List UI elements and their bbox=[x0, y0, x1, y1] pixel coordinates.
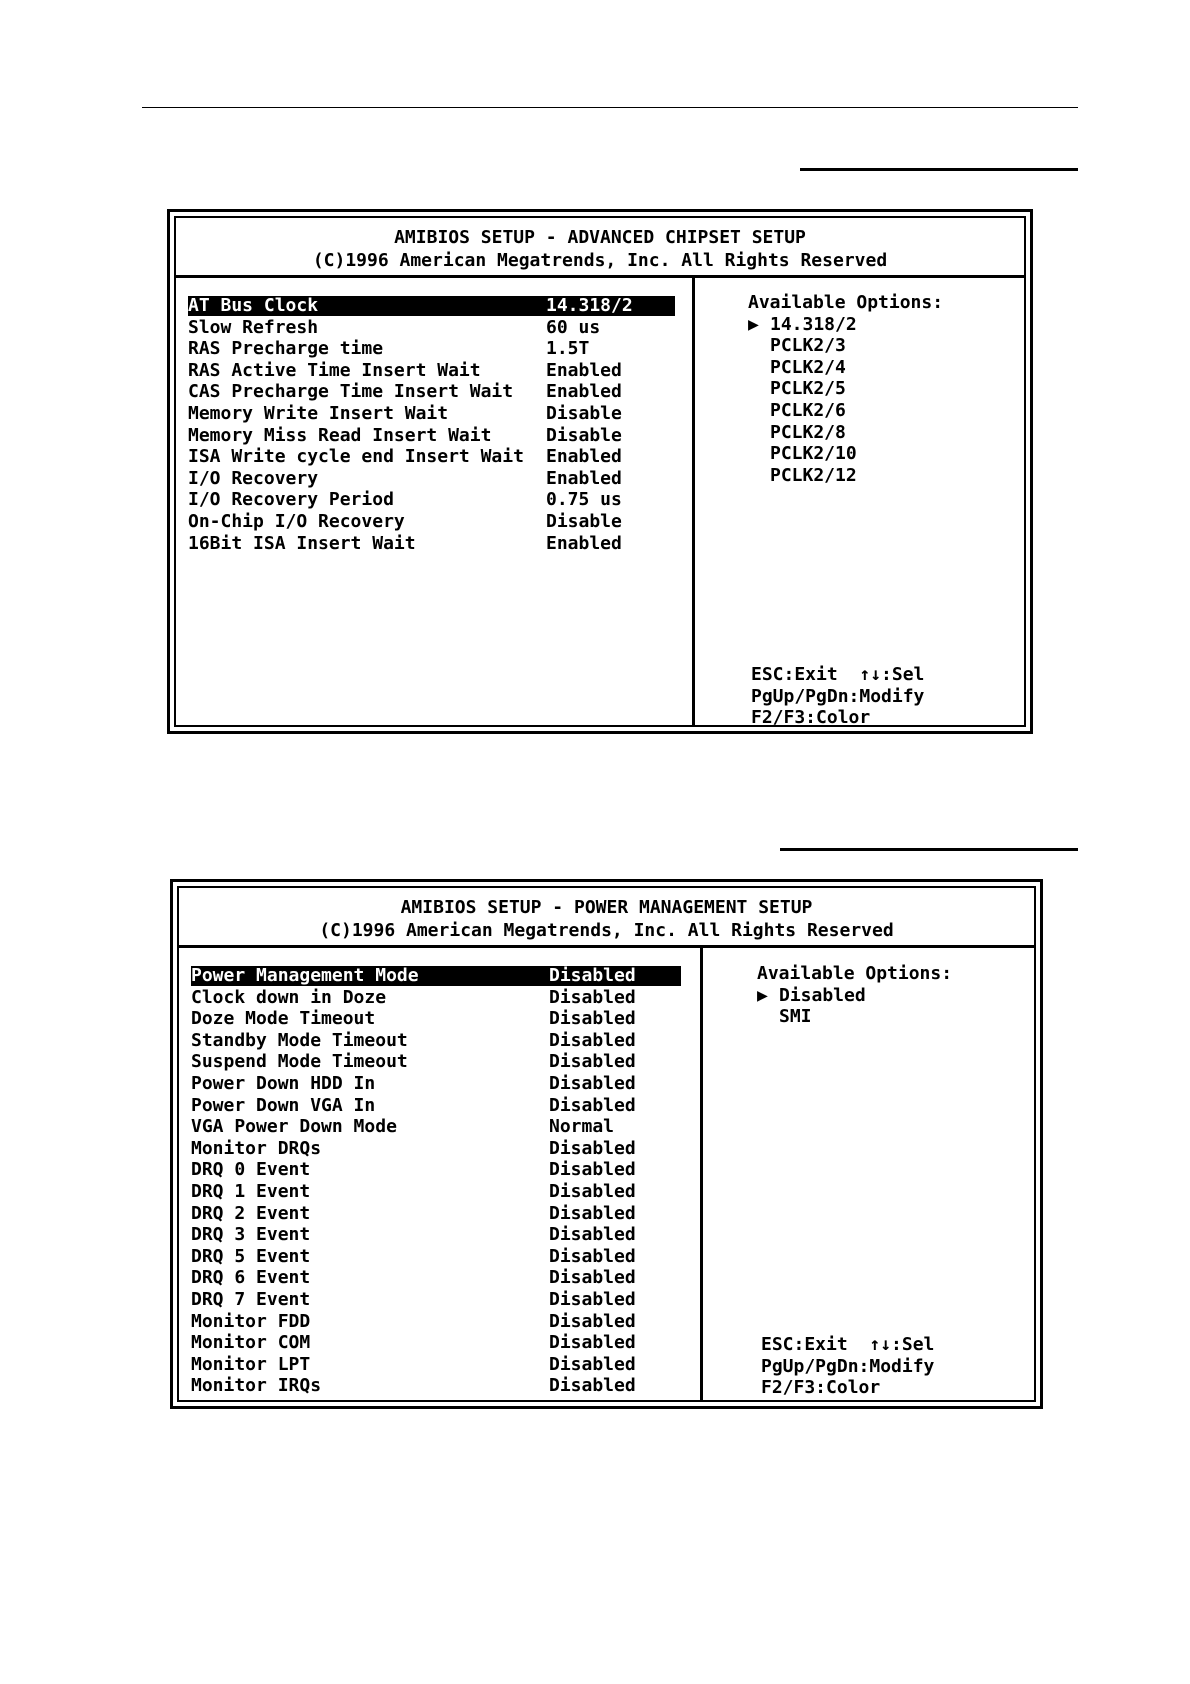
item-label: Monitor FDD bbox=[191, 1310, 311, 1332]
item-label: DRQ 5 Event bbox=[191, 1245, 311, 1267]
chipset-option-pclk2-3[interactable] bbox=[748, 335, 943, 357]
power-items-list bbox=[191, 965, 695, 1397]
item-value[interactable]: Disabled bbox=[549, 1094, 636, 1116]
item-value[interactable]: Enabled bbox=[546, 467, 622, 489]
item-label: RAS Active Time Insert Wait bbox=[188, 359, 481, 381]
chipset-item-ras-active-time-insert-wait[interactable] bbox=[188, 360, 688, 382]
help-line: F2/F3:Color bbox=[751, 707, 871, 729]
item-label: DRQ 0 Event bbox=[191, 1159, 311, 1181]
chipset-item-cas-precharge-time-insert-wait[interactable] bbox=[188, 381, 688, 403]
item-label: Standby Mode Timeout bbox=[191, 1029, 408, 1051]
item-label: I/O Recovery bbox=[188, 467, 319, 489]
chipset-options-panel bbox=[748, 292, 943, 486]
item-value[interactable]: Disable bbox=[546, 424, 622, 446]
item-label: Monitor COM bbox=[191, 1332, 311, 1354]
power-title: AMIBIOS SETUP - POWER MANAGEMENT SETUP bbox=[400, 897, 813, 918]
item-value[interactable]: Disabled bbox=[549, 1051, 636, 1073]
power-item-drq-2-event[interactable] bbox=[191, 1203, 695, 1225]
item-value[interactable]: 60 us bbox=[546, 316, 601, 338]
item-label: Clock down in Doze bbox=[191, 986, 387, 1008]
item-value[interactable]: Enabled bbox=[546, 532, 622, 554]
item-label: Slow Refresh bbox=[188, 316, 319, 338]
power-item-clock-down-in-doze[interactable] bbox=[191, 987, 695, 1009]
item-value[interactable]: Disable bbox=[546, 402, 622, 424]
help-line: F2/F3:Color bbox=[761, 1377, 881, 1399]
item-label: Power Down VGA In bbox=[191, 1094, 376, 1116]
power-item-drq-7-event[interactable] bbox=[191, 1289, 695, 1311]
chipset-item-ras-precharge-time[interactable] bbox=[188, 338, 688, 360]
chipset-option-pclk2-8[interactable] bbox=[748, 422, 943, 444]
power-item-suspend-mode-timeout[interactable] bbox=[191, 1051, 695, 1073]
help-line: PgUp/PgDn:Modify bbox=[761, 1355, 935, 1377]
item-value[interactable]: Disabled bbox=[549, 1224, 636, 1246]
chipset-title: AMIBIOS SETUP - ADVANCED CHIPSET SETUP bbox=[394, 227, 806, 248]
item-label: DRQ 1 Event bbox=[191, 1180, 311, 1202]
item-value[interactable]: Disabled bbox=[549, 1310, 636, 1332]
item-value[interactable]: Disabled bbox=[549, 1267, 636, 1289]
item-value[interactable]: Disabled bbox=[549, 1072, 636, 1094]
item-value[interactable]: Enabled bbox=[546, 446, 622, 468]
item-value[interactable]: 0.75 us bbox=[546, 489, 622, 511]
power-panel-divider bbox=[700, 948, 703, 1400]
item-value[interactable]: Disabled bbox=[549, 1008, 636, 1030]
item-label: RAS Precharge time bbox=[188, 338, 384, 360]
chipset-setup-screen bbox=[167, 209, 1033, 734]
chipset-item-memory-miss-read-insert-wait[interactable] bbox=[188, 425, 688, 447]
chipset-items-list bbox=[188, 295, 688, 554]
item-label: VGA Power Down Mode bbox=[191, 1116, 397, 1138]
chipset-option-pclk2-5[interactable] bbox=[748, 378, 943, 400]
item-label: 16Bit ISA Insert Wait bbox=[188, 532, 416, 554]
item-label: Power Down HDD In bbox=[191, 1072, 376, 1094]
page-top-rule bbox=[142, 107, 1078, 108]
item-value[interactable]: Disabled bbox=[549, 1159, 636, 1181]
option-label: SMI bbox=[779, 1006, 812, 1028]
item-value[interactable]: Disabled bbox=[549, 1137, 636, 1159]
item-label: Monitor IRQs bbox=[191, 1375, 322, 1397]
item-label: I/O Recovery Period bbox=[188, 489, 394, 511]
item-value[interactable]: Disabled bbox=[549, 1180, 636, 1202]
option-label: PCLK2/12 bbox=[770, 464, 857, 486]
option-label: PCLK2/4 bbox=[770, 356, 846, 378]
chipset-item-memory-write-insert-wait[interactable] bbox=[188, 403, 688, 425]
power-option-disabled[interactable] bbox=[757, 985, 952, 1007]
chipset-item-at-bus-clock[interactable] bbox=[188, 295, 688, 317]
option-label: PCLK2/10 bbox=[770, 443, 857, 465]
item-label: CAS Precharge Time Insert Wait bbox=[188, 381, 514, 403]
power-item-drq-1-event[interactable] bbox=[191, 1181, 695, 1203]
item-value[interactable]: Disabled bbox=[549, 965, 636, 986]
section-rule-chipset bbox=[800, 168, 1078, 171]
available-options-label: Available Options: bbox=[748, 292, 944, 313]
power-item-doze-mode-timeout[interactable] bbox=[191, 1008, 695, 1030]
chipset-option-14-318-2[interactable] bbox=[748, 314, 943, 336]
chipset-item-on-chip-i-o-recovery[interactable] bbox=[188, 511, 688, 533]
chipset-copyright: (C)1996 American Megatrends, Inc. All Rights Reserved bbox=[312, 250, 888, 271]
power-item-drq-3-event[interactable] bbox=[191, 1224, 695, 1246]
item-value[interactable]: Disabled bbox=[549, 1375, 636, 1397]
item-value[interactable]: 1.5T bbox=[546, 338, 590, 360]
item-label: Memory Write Insert Wait bbox=[188, 402, 449, 424]
power-item-monitor-fdd[interactable] bbox=[191, 1311, 695, 1333]
chipset-header bbox=[176, 218, 1024, 278]
item-value[interactable]: Disabled bbox=[549, 986, 636, 1008]
chipset-option-pclk2-4[interactable] bbox=[748, 357, 943, 379]
item-label: Monitor LPT bbox=[191, 1353, 311, 1375]
power-item-drq-5-event[interactable] bbox=[191, 1246, 695, 1268]
power-options-panel bbox=[757, 963, 952, 1028]
item-label: DRQ 7 Event bbox=[191, 1288, 311, 1310]
help-line: PgUp/PgDn:Modify bbox=[751, 685, 925, 707]
power-item-drq-0-event[interactable] bbox=[191, 1159, 695, 1181]
selected-arrow-icon: ▶ bbox=[757, 984, 768, 1006]
option-label: 14.318/2 bbox=[770, 313, 857, 335]
power-item-monitor-com[interactable] bbox=[191, 1332, 695, 1354]
item-value[interactable]: Disable bbox=[546, 510, 622, 532]
selected-arrow-icon: ▶ bbox=[748, 313, 759, 335]
section-rule-power bbox=[780, 848, 1078, 851]
power-item-monitor-drqs[interactable] bbox=[191, 1138, 695, 1160]
chipset-item-16bit-isa-insert-wait[interactable] bbox=[188, 533, 688, 555]
item-label: On-Chip I/O Recovery bbox=[188, 510, 405, 532]
chipset-item-i-o-recovery[interactable] bbox=[188, 468, 688, 490]
chipset-panel-divider bbox=[692, 278, 695, 725]
option-label: PCLK2/6 bbox=[770, 399, 846, 421]
item-label: Doze Mode Timeout bbox=[191, 1008, 376, 1030]
power-setup-screen bbox=[170, 879, 1043, 1409]
power-item-standby-mode-timeout[interactable] bbox=[191, 1030, 695, 1052]
item-value[interactable]: Disabled bbox=[549, 1245, 636, 1267]
power-item-power-down-vga-in[interactable] bbox=[191, 1095, 695, 1117]
option-label: PCLK2/3 bbox=[770, 335, 846, 357]
help-line: ESC:Exit ↑↓:Sel bbox=[751, 664, 925, 685]
option-label: Disabled bbox=[779, 984, 866, 1006]
item-value[interactable]: Disabled bbox=[549, 1029, 636, 1051]
item-label: AT Bus Clock bbox=[188, 295, 319, 316]
item-label: DRQ 6 Event bbox=[191, 1267, 311, 1289]
item-value[interactable]: Disabled bbox=[549, 1202, 636, 1224]
item-label: DRQ 3 Event bbox=[191, 1224, 311, 1246]
item-label: DRQ 2 Event bbox=[191, 1202, 311, 1224]
available-options-label: Available Options: bbox=[757, 963, 953, 984]
power-item-monitor-irqs[interactable] bbox=[191, 1375, 695, 1397]
option-label: PCLK2/5 bbox=[770, 378, 846, 400]
item-value[interactable]: Enabled bbox=[546, 359, 622, 381]
item-value[interactable]: Disabled bbox=[549, 1288, 636, 1310]
item-value[interactable]: Enabled bbox=[546, 381, 622, 403]
chipset-item-i-o-recovery-period[interactable] bbox=[188, 489, 688, 511]
chipset-option-pclk2-6[interactable] bbox=[748, 400, 943, 422]
item-value[interactable]: Normal bbox=[549, 1116, 615, 1138]
item-value[interactable]: 14.318/2 bbox=[546, 295, 633, 316]
power-item-monitor-lpt[interactable] bbox=[191, 1354, 695, 1376]
item-label: Suspend Mode Timeout bbox=[191, 1051, 408, 1073]
item-label: Power Management Mode bbox=[191, 965, 419, 986]
chipset-item-isa-write-cycle-end-insert-wait[interactable] bbox=[188, 446, 688, 468]
item-label: Monitor DRQs bbox=[191, 1137, 322, 1159]
chipset-option-pclk2-12[interactable] bbox=[748, 465, 943, 487]
chipset-help-panel bbox=[751, 664, 924, 729]
power-header bbox=[179, 888, 1034, 948]
power-item-power-management-mode[interactable] bbox=[191, 965, 695, 987]
help-line: ESC:Exit ↑↓:Sel bbox=[761, 1334, 935, 1355]
power-item-vga-power-down-mode[interactable] bbox=[191, 1116, 695, 1138]
item-value[interactable]: Disabled bbox=[549, 1332, 636, 1354]
option-label: PCLK2/8 bbox=[770, 421, 846, 443]
power-item-drq-6-event[interactable] bbox=[191, 1267, 695, 1289]
power-option-smi[interactable] bbox=[757, 1006, 952, 1028]
power-item-power-down-hdd-in[interactable] bbox=[191, 1073, 695, 1095]
item-label: Memory Miss Read Insert Wait bbox=[188, 424, 492, 446]
chipset-item-slow-refresh[interactable] bbox=[188, 317, 688, 339]
power-copyright: (C)1996 American Megatrends, Inc. All Rights Reserved bbox=[319, 920, 894, 941]
item-label: ISA Write cycle end Insert Wait bbox=[188, 446, 524, 468]
item-value[interactable]: Disabled bbox=[549, 1353, 636, 1375]
chipset-option-pclk2-10[interactable] bbox=[748, 443, 943, 465]
power-help-panel bbox=[761, 1334, 934, 1399]
